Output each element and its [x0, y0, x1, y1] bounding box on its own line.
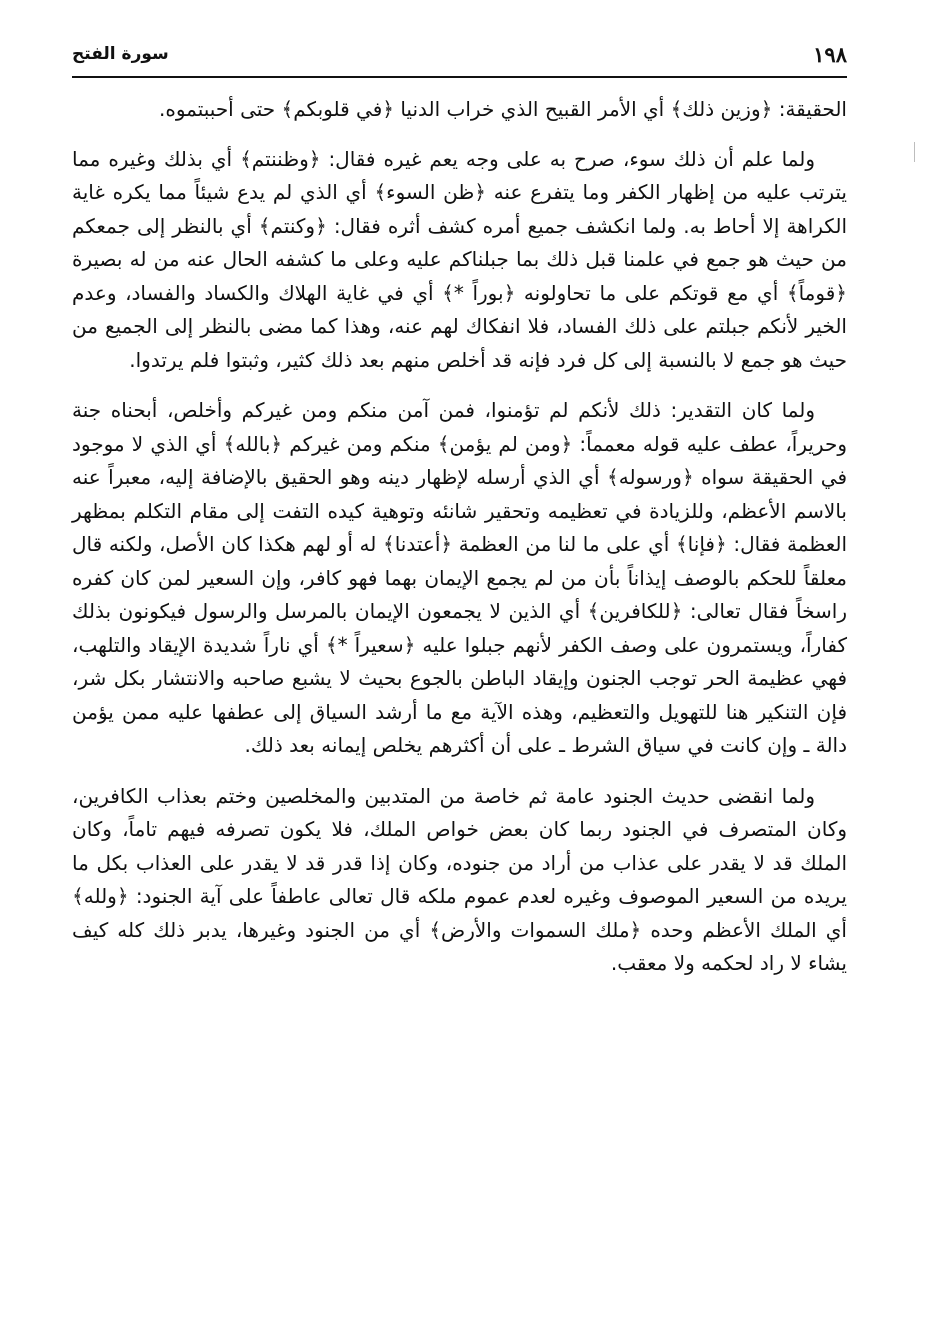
paragraph-continuation: الحقيقة: ﴿وزين ذلك﴾ أي الأمر القبيح الذي خراب الدنيا ﴿في قلوبكم﴾ حتى أحببتموه. [158, 97, 847, 121]
running-title: سورة الفتح [72, 44, 169, 64]
page-body [72, 93, 847, 981]
paragraph: ولما علم أن ذلك سوء، صرح به على وجه يعم غيره فقال: ﴿وظننتم﴾ أي بذلك وغيره مما يترتب عليه من إظهار الكفر وما يتفرع عنه ﴿ظن السوء﴾ أي الذي لم يدع شيئاً مما يكره غاية الكراهة إلا أحاط به. ولما انكشف جميع أمره كشف أثره فقال: ﴿وكنتم﴾ أي بالنظر إلى جمعكم من حيث هو جمع في علمنا قبل ذلك بما جبلناكم عليه وعلى ما كشفه الحال عنه من له بصيرة ﴿قوماً﴾ أي مع قوتكم على ما تحاولونه ﴿بوراً *﴾ أي في غاية الهلاك والكساد والفساد، وعدم الخير لأنكم جبلتم على ذلك الفساد، فلا انفكاك لهم عنه، وهذا كما مضى بالنظر إلى الجميع من حيث هو جمع لا بالنسبة إلى كل فرد فإنه قد أخلص منهم بعد ذلك كثير، وثبتوا فلم يرتدوا. [72, 146, 847, 372]
paragraph: ولما انقضى حديث الجنود عامة ثم خاصة من المتدبين والمخلصين وختم بعذاب الكافرين، وكان المتصرف في الجنود ربما كان بعض خواص الملك، فلا يكون تصرفه فيهم تاماً، وكان الملك قد لا يقدر على عذاب من أراد من جنوده، وكان إذا قدر قد لا يقدر على العذاب بكل ما يريده من السعير الموصوف وغيره لعدم عموم ملكه قال تعالى عاطفاً على آية الجنود: ﴿ولله﴾ أي الملك الأعظم وحده ﴿ملك السموات والأرض﴾ أي من الجنود وغيرها، يدبر ذلك كله كيف يشاء لا راد لحكمه ولا معقب. [72, 783, 847, 975]
page-header [72, 40, 847, 78]
margin-mark [914, 142, 923, 162]
paragraph: ولما كان التقدير: ذلك لأنكم لم تؤمنوا، فمن آمن منكم ومن غيركم وأخلص، أبحناه جنة وحريراً، عطف عليه قوله معمماً: ﴿ومن لم يؤمن﴾ منكم ومن غيركم ﴿بالله﴾ أي الذي لا موجود في الحقيقة سواه ﴿ورسوله﴾ أي الذي أرسله لإظهار دينه وهو الحقيق بالإضافة إليه، معبراً عنه بالاسم الأعظم، وللزيادة في تعظيمه وتحقير شانئه وتوهية كيده التفت إلى مقام التكلم بمظهر العظمة فقال: ﴿فإنا﴾ أي على ما لنا من العظمة ﴿أعتدنا﴾ له أو لهم هكذا كان الأصل، ولكنه قال معلقاً للحكم بالوصف إيذاناً بأن من لم يجمع الإيمان بهما فهو كافر، وإن السعير لمن كان كفره راسخاً فقال تعالى: ﴿للكافرين﴾ أي الذين لا يجمعون الإيمان بالمرسل والرسول فيكونون بذلك كفاراً، ويستمرون على وصف الكفر لأنهم جبلوا عليه ﴿سعيراً *﴾ أي ناراً شديدة الإيقاد والتلهب، فهي عظيمة الحر توجب الجنون وإيقاد الباطن بالجوع بحيث لا يشبع صاحبه والانتشار بكل شر، فإن التنكير هنا للتهويل والتعظيم، وهذه الآية مع ما أرشد السياق إلى عطفها عليه ممن يؤمن دالة ـ وإن كانت في سياق الشرط ـ على أن أكثرهم يخلص إيمانه بعد ذلك. [72, 398, 847, 757]
page-number: ١٩٨ [813, 42, 847, 67]
